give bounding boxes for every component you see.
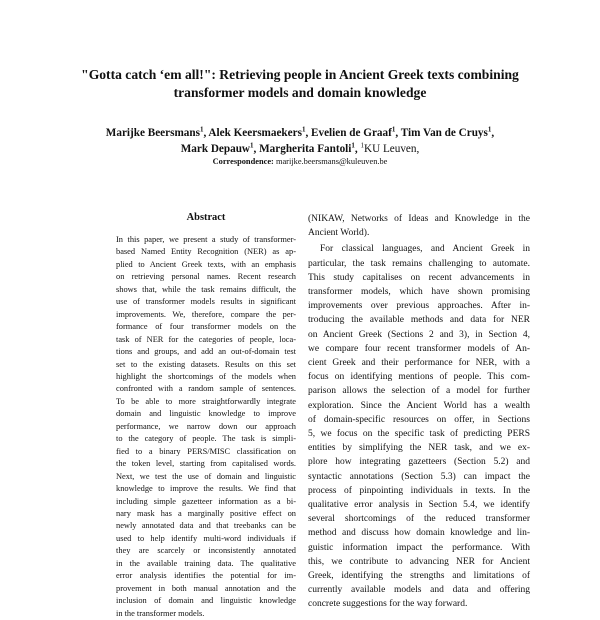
text-line: troducing the available methods and data for NER [308, 315, 530, 326]
text-line: newly annotated data and that treebanks can be [116, 521, 296, 531]
text-line: parison allows the selection of a model for further [308, 386, 530, 397]
text-line: we compare four recent transformer models of An- [308, 343, 530, 354]
affiliation-mark: 1 [250, 141, 254, 150]
affiliation-mark: 1 [301, 125, 306, 134]
text-line: Ancient World). [308, 228, 370, 239]
text-line: tions and groups, and add an out-of-domain test [116, 347, 296, 357]
text-line: inclusion of domain and linguistic knowledge [116, 596, 296, 606]
affiliation-mark: 1 [360, 141, 364, 150]
title-line: transformer models and domain knowledge [173, 85, 427, 100]
text-line: currently available models and data and offering [308, 585, 530, 596]
text-line: knowledge to improve the results. We find that [116, 484, 296, 494]
text-line: task of NER for the categories of people, loca- [116, 334, 296, 344]
affiliation-mark: 1 [391, 125, 396, 134]
text-line: this, we contribute to advancing NER for Ancient [308, 556, 530, 567]
text-line: error analysis identifies the potential for im- [116, 571, 296, 581]
author-name: Marijke Beersmans [105, 127, 200, 139]
text-line: formance of four transformer models on the [116, 322, 296, 332]
author-name: Tim Van de Cruys [400, 127, 488, 139]
text-line: This study capitalises on recent advancements in [308, 272, 530, 283]
text-line: performance, we narrow down our approach [116, 421, 296, 431]
text-line: improvements over previous approaches. After in- [308, 301, 530, 312]
text-line: in the transformer models. [116, 608, 205, 618]
paper-title [40, 66, 560, 102]
abstract-text [116, 234, 296, 620]
text-line: process of pinpointing individuals in texts. In the [308, 485, 530, 496]
text-line: guistic information impact the performance. With [308, 542, 530, 553]
text-line: improvements. We, therefore, compare the per- [116, 309, 296, 319]
text-line: to the category of people. The task is simpli- [116, 434, 296, 444]
text-line: the token level, starting from capitalised words. [116, 459, 296, 469]
text-line: set to the existing datasets. Results on this set [116, 359, 296, 369]
text-line: they are scarcely or inconsistently annotated [116, 546, 296, 556]
correspondence-email: marijke.beersmans@kuleuven.be [275, 157, 388, 166]
author-name: Margherita Fantoli [259, 143, 352, 155]
text-line: based Named Entity Recognition (NER) as ap- [116, 247, 296, 257]
affiliation-mark: 1 [351, 141, 355, 150]
text-line: fied to a binary PERS/MISC classification on [116, 446, 296, 456]
text-line: shows that, while the task remains difficult, the [116, 284, 296, 294]
text-line: particular, the task remains challenging to automate. [308, 258, 530, 269]
author-name: Mark Depauw [180, 143, 251, 155]
author-name: Alek Keersmaekers [208, 127, 302, 139]
text-line: highlight the shortcomings of the models when [116, 371, 296, 381]
correspondence [40, 157, 560, 166]
text-line: in the available training data. The qualitative [116, 558, 296, 568]
text-line: plore how integrating gazetteers (Section 5.2) and [308, 457, 530, 468]
text-line: 5, we focus on the specific task of predicting PERS [308, 429, 530, 440]
paragraph-continued [308, 212, 530, 240]
text-line: including simple gazetteer information as a bi- [116, 496, 296, 506]
right-column [308, 212, 530, 612]
author-line: Mark Depauw$^1$, Margherita Fantoli$^1$, $^1$KU Leuven, [180, 141, 420, 155]
text-line: For classical languages, and Ancient Greek in [320, 244, 530, 255]
author-list [40, 125, 560, 157]
text-line: confronted with a random sample of sentences. [116, 384, 296, 394]
author-name: Evelien de Graaf [311, 127, 392, 139]
text-line: Next, we test the use of domain and linguistic [116, 471, 296, 481]
text-line: transformer models, which have shown promising [308, 287, 530, 298]
affiliation-mark: 1 [199, 125, 204, 134]
text-line: qualitative error analysis in Section 5.4, we identify [308, 500, 530, 511]
text-line: domain and linguistic knowledge to improve [116, 409, 296, 419]
text-line: on retrieving personal names. Recent research [116, 272, 296, 282]
author-line: Marijke Beersmans$^1$, Alek Keersmaekers$^1$, Evelien de Graaf$^1$, Tim Van de Cruys$^1$, [105, 125, 495, 139]
text-line: cient Greek and their performance for NER, with a [308, 358, 530, 369]
text-line: used to help identify multi-word individuals if [116, 533, 296, 543]
affiliation-mark: 1 [487, 125, 492, 134]
text-line: of domain-specific resources on offer, in Sections [308, 414, 530, 425]
text-line: Greek, identifying the strengths and limitations of [308, 571, 530, 582]
text-line: plied to Ancient Greek texts, with an emphasis [116, 259, 296, 269]
affiliation: $^1$KU Leuven, [360, 141, 420, 155]
text-line: use of transformer models results in significant [116, 297, 296, 307]
text-line: several shortcomings of the reduced transformer [308, 514, 530, 525]
text-line: entities by simplifying the NER task, and we ex- [308, 443, 530, 454]
text-line: nary mask has a marginally positive effect on [116, 508, 296, 518]
text-line: syntactic annotations (Section 5.3) can impact the [308, 471, 530, 482]
title-line: "Gotta catch ‘em all!": Retrieving people in Ancient Greek texts combining [81, 67, 519, 82]
text-line: method and discuss how domain knowledge and lin- [308, 528, 530, 539]
paragraph [308, 242, 530, 611]
text-line: concrete suggestions for the way forward. [308, 599, 468, 610]
text-line: To be able to more straightforwardly integrate [116, 396, 296, 406]
text-line: In this paper, we present a study of transformer- [116, 235, 296, 244]
text-line: (NIKAW, Networks of Ideas and Knowledge in the [308, 214, 530, 224]
abstract-heading: Abstract [186, 212, 226, 223]
text-line: focus on identifying mentions of people. This com- [308, 372, 530, 383]
text-line: on Ancient Greek (Sections 2 and 3), in Section 4, [308, 329, 530, 340]
text-line: exploration. Since the Ancient World has a wealth [308, 400, 530, 411]
text-line: provement in both manual annotation and the [116, 583, 296, 593]
correspondence-label: Correspondence: [212, 157, 274, 166]
